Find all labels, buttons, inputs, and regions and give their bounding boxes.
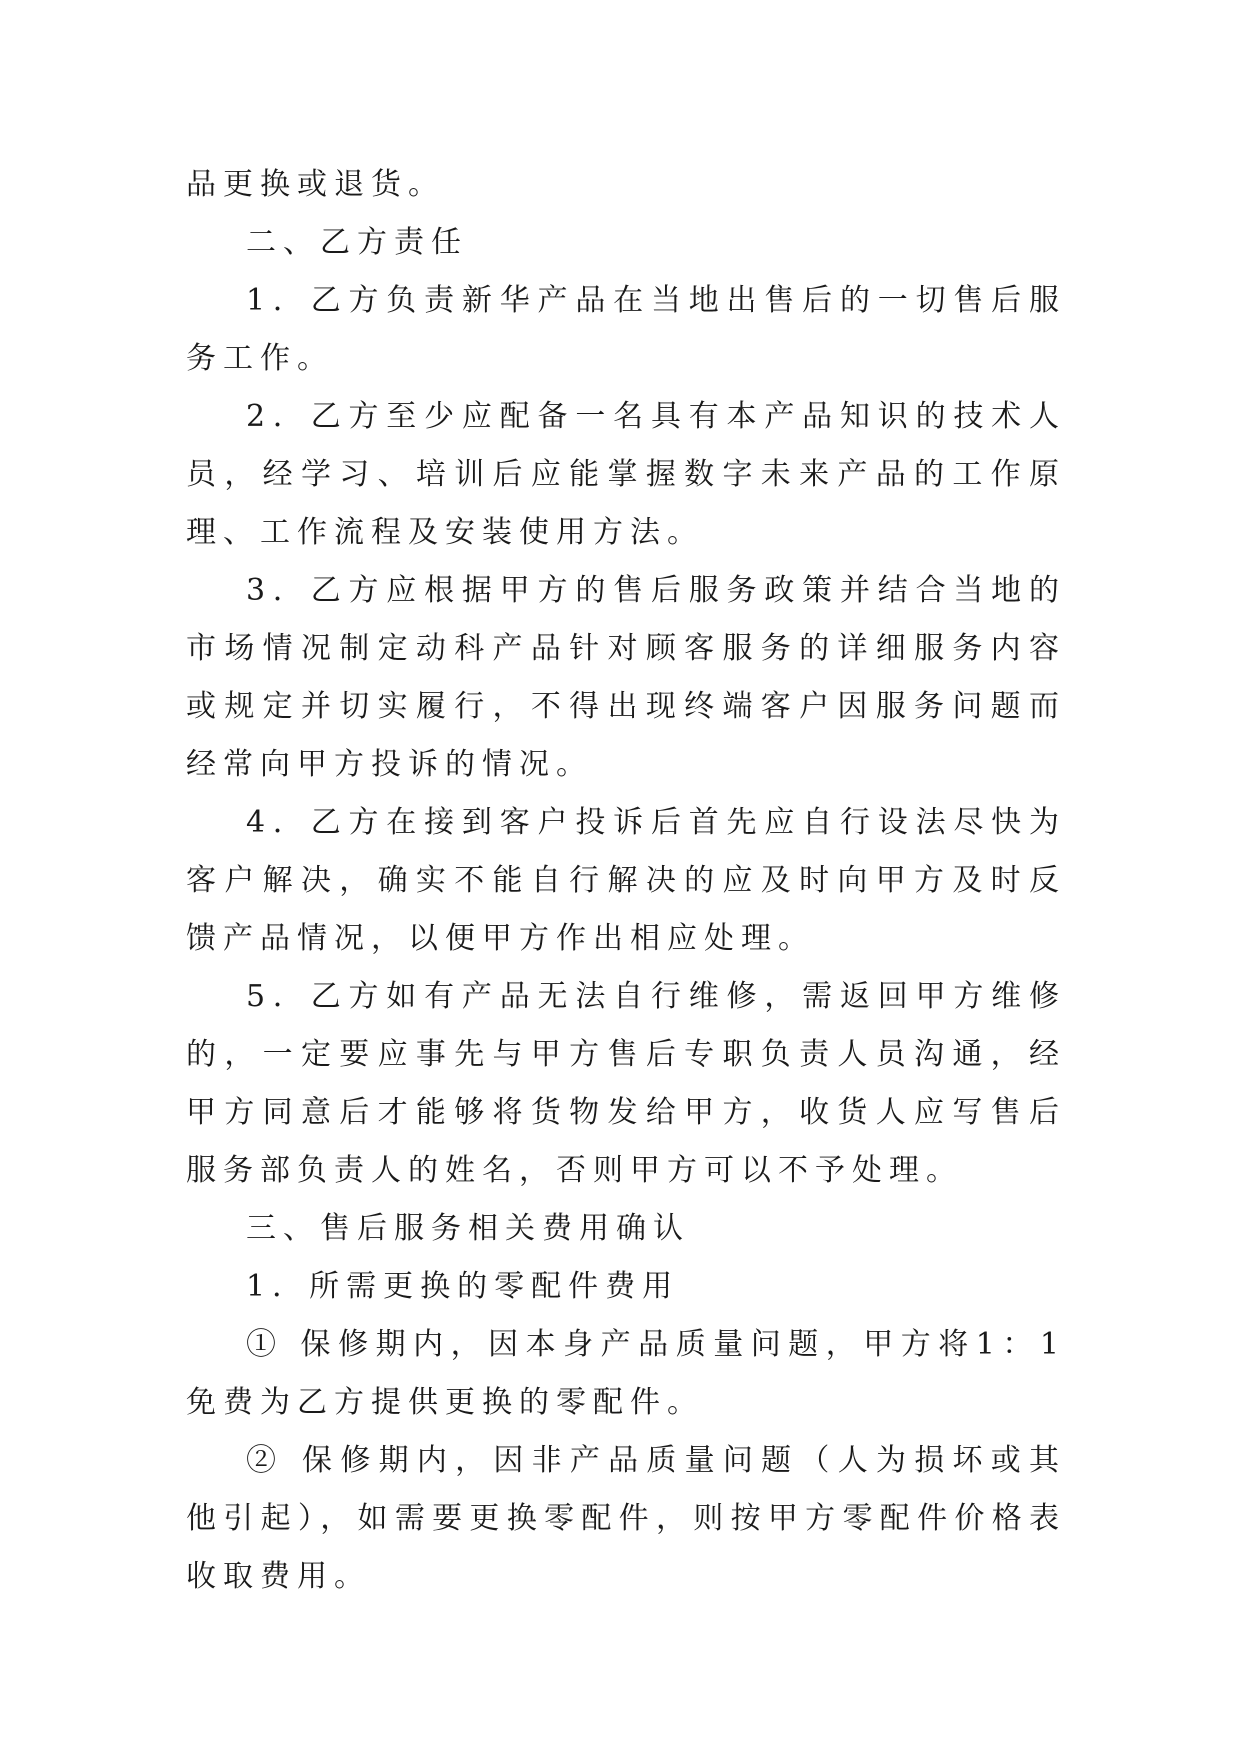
clause-b-3: 3．乙方应根据甲方的售后服务政策并结合当地的市场情况制定动科产品针对顾客服务的详细服务内容或规定并切实履行，不得出现终端客户因服务问题而经常向甲方投诉的情况。 (186, 573, 1066, 782)
clause-c-1-item-2: ② 保修期内，因非产品质量问题（人为损坏或其他引起），如需要更换零配件，则按甲方零配件价格表收取费用。 (186, 1443, 1066, 1594)
clause-c-1: 1．所需更换的零配件费用 (246, 1269, 680, 1304)
paragraph-return-or-refund: 品更换或退货。 (186, 167, 445, 202)
document-body (186, 156, 1066, 1606)
clause-b-4: 4．乙方在接到客户投诉后首先应自行设法尽快为客户解决，确实不能自行解决的应及时向甲方及时反馈产品情况，以便甲方作出相应处理。 (186, 805, 1066, 956)
heading-party-b-responsibilities: 二、乙方责任 (246, 225, 468, 260)
clause-c-1-item-1: ① 保修期内，因本身产品质量问题，甲方将1：1免费为乙方提供更换的零配件。 (186, 1327, 1066, 1420)
clause-b-2: 2．乙方至少应配备一名具有本产品知识的技术人员，经学习、培训后应能掌握数字未来产品的工作原理、工作流程及安装使用方法。 (186, 399, 1066, 550)
heading-service-fees: 三、售后服务相关费用确认 (246, 1211, 690, 1246)
clause-b-5: 5．乙方如有产品无法自行维修，需返回甲方维修的，一定要应事先与甲方售后专职负责人员沟通，经甲方同意后才能够将货物发给甲方，收货人应写售后服务部负责人的姓名，否则甲方可以不予处理。 (186, 979, 1066, 1188)
clause-b-1: 1．乙方负责新华产品在当地出售后的一切售后服务工作。 (186, 283, 1066, 376)
